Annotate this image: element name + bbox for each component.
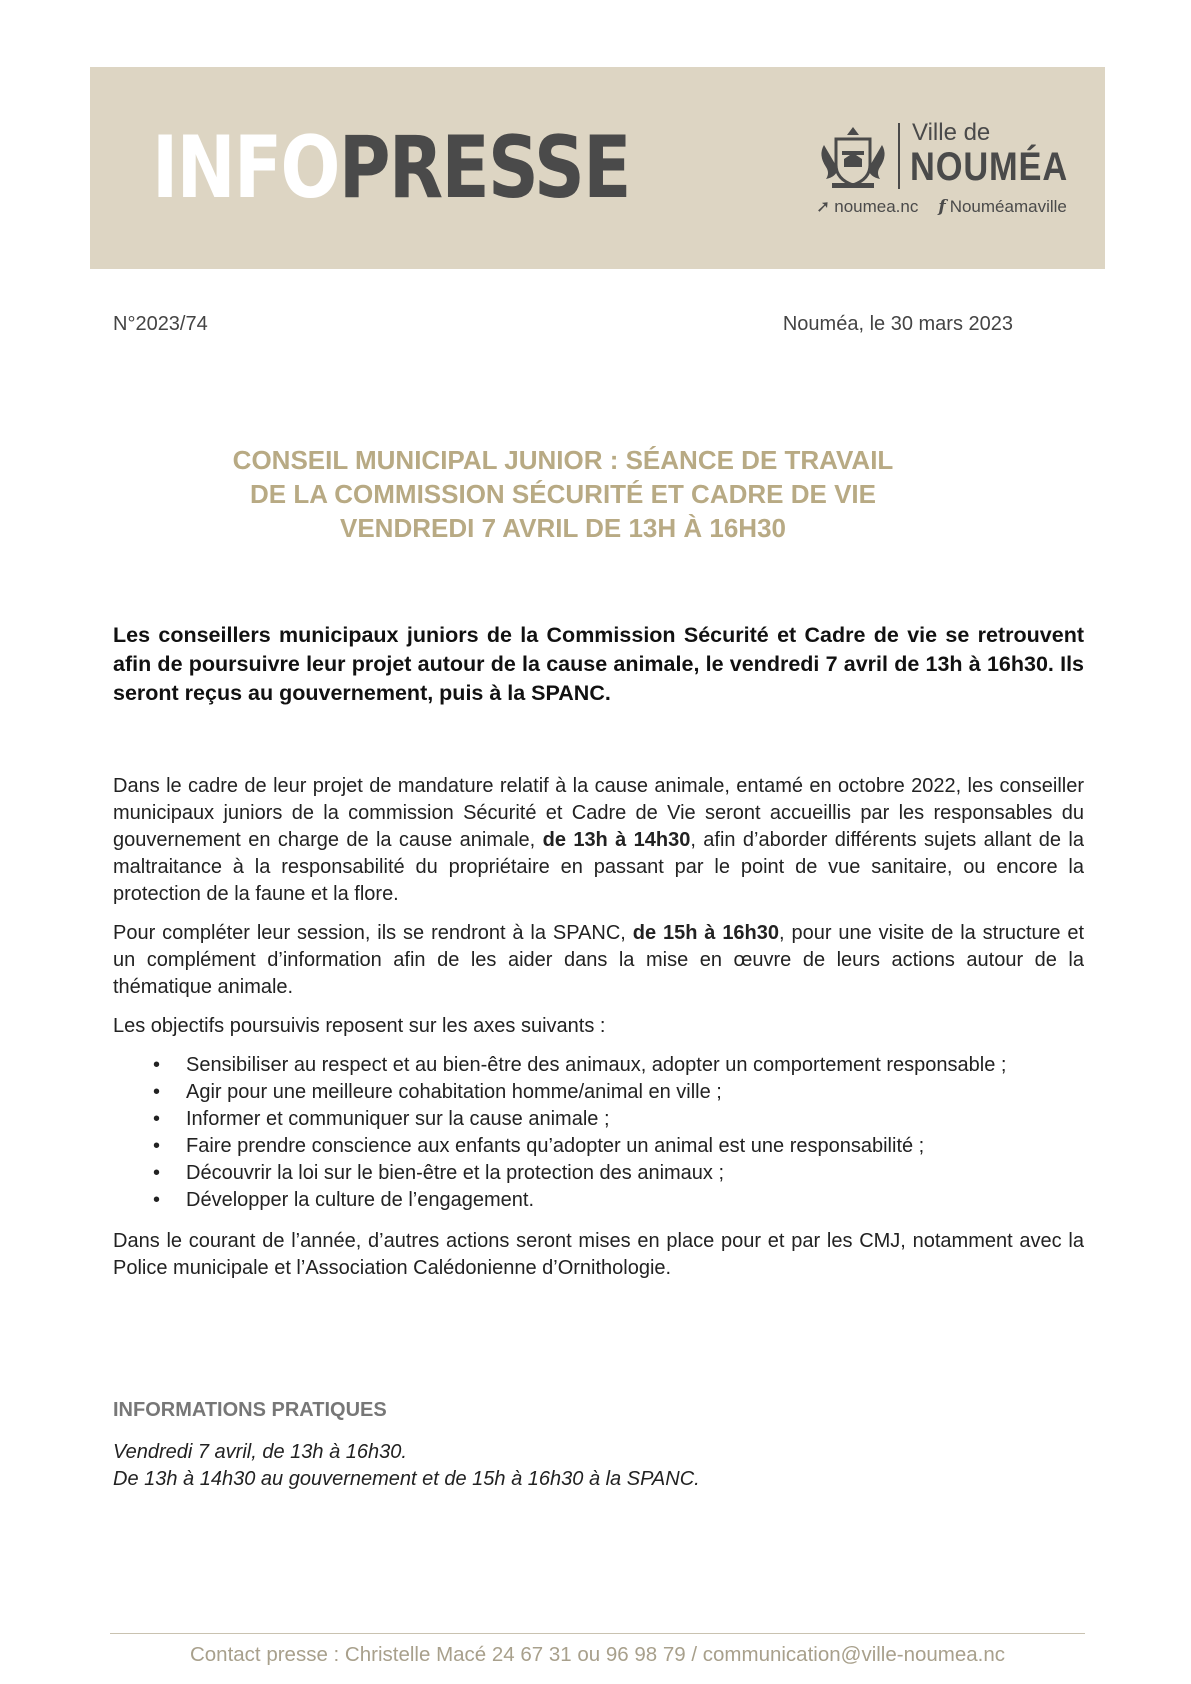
- body-text: [113, 773, 1084, 1294]
- info-line-2: De 13h à 14h30 au gouvernement et de 15h à 16h30 à la SPANC.: [113, 1468, 700, 1490]
- title-line-3: VENDREDI 7 AVRIL DE 13H À 16H30: [340, 513, 786, 543]
- paragraph-1-time: de 13h à 14h30: [542, 829, 691, 851]
- paragraph-2-time: de 15h à 16h30: [632, 922, 780, 944]
- paragraph-1-text-a: Dans le cadre de leur projet de mandature relatif à la cause animale, entamé en octobre 2022, les conseiller municipaux juniors de la commission Sécurité et Cadre de Vie seront accueillis par les responsables du gouvernement en charge de la cause animale,: [113, 775, 1084, 851]
- info-line-1: Vendredi 7 avril, de 13h à 16h30.: [113, 1441, 407, 1463]
- title-line-2: DE LA COMMISSION SÉCURITÉ ET CADRE DE VIE: [250, 479, 876, 509]
- paragraph-1-text-c: , afin d’aborder différents sujets allant de la maltraitance à la responsabilité du propriétaire en passant par le point de vue sanitaire, ou encore la protection de la faune et la flore.: [113, 829, 1084, 905]
- info-presse-wordmark: [152, 118, 630, 218]
- logo-social-line: [816, 197, 1067, 217]
- list-item: • Développer la culture de l’engagement.: [113, 1187, 1084, 1214]
- brand-presse: PRESSE: [338, 118, 630, 218]
- lead-paragraph: Les conseillers municipaux juniors de la Commission Sécurité et Cadre de vie se retrouvent afin de poursuivre leur projet autour de la cause animale, le vendredi 7 avril de 13h à 16h30. Ils seront reçus au gouvernement, puis à la SPANC.: [113, 623, 1084, 705]
- reference-line: [113, 313, 1013, 336]
- site-link[interactable]: noumea.nc: [834, 197, 919, 216]
- list-item: • Découvrir la loi sur le bien-être et la protection des animaux ;: [113, 1160, 1084, 1187]
- title-line-1: CONSEIL MUNICIPAL JUNIOR : SÉANCE DE TRAVAIL: [232, 445, 894, 475]
- objectives-list: [113, 1052, 1084, 1214]
- paragraph-2-text-c: , pour une visite de la structure et un complément d’information afin de les aider dans la mise en œuvre de leurs actions autour de la thématique animale.: [113, 922, 1085, 998]
- logo-ville-de: Ville de: [912, 119, 991, 146]
- list-item: • Informer et communiquer sur la cause animale ;: [113, 1106, 1084, 1133]
- header-banner: [90, 67, 1105, 269]
- place-date: Nouméa, le 30 mars 2023: [782, 313, 1013, 335]
- footer-divider: [110, 1633, 1085, 1634]
- ville-de-noumea-logo: [816, 119, 1076, 219]
- logo-noumea: NOUMÉA: [910, 145, 1069, 189]
- arrow-icon: ➚: [816, 197, 831, 216]
- press-number: N°2023/74: [113, 313, 208, 335]
- list-item: • Faire prendre conscience aux enfants qu’adopter un animal est une responsabilité ;: [113, 1133, 1084, 1160]
- page-title: [113, 443, 1013, 545]
- facebook-icon: f: [938, 197, 946, 217]
- facebook-link[interactable]: Nouméamaville: [949, 197, 1067, 216]
- city-crest-icon: [816, 125, 890, 191]
- footer-contact: Contact presse : Christelle Macé 24 67 31 ou 96 98 79 / communication@ville-noumea.nc: [189, 1643, 1006, 1666]
- logo-divider: [898, 123, 900, 189]
- list-item: • Agir pour une meilleure cohabitation homme/animal en ville ;: [113, 1079, 1084, 1106]
- paragraph-3: Les objectifs poursuivis reposent sur les axes suivants :: [113, 1015, 606, 1037]
- info-details: [113, 1439, 700, 1493]
- paragraph-4: Dans le courant de l’année, d’autres actions seront mises en place pour et par les CMJ, notamment avec la Police municipale et l’Association Calédonienne d’Ornithologie.: [113, 1230, 1084, 1279]
- brand-info: INFO: [152, 118, 339, 218]
- paragraph-1: [113, 773, 1084, 908]
- paragraph-2-text-a: Pour compléter leur session, ils se rendront à la SPANC,: [113, 922, 633, 944]
- info-heading: INFORMATIONS PRATIQUES: [113, 1399, 387, 1421]
- paragraph-2: [113, 920, 1084, 1001]
- list-item: • Sensibiliser au respect et au bien-être des animaux, adopter un comportement responsable ;: [113, 1052, 1084, 1079]
